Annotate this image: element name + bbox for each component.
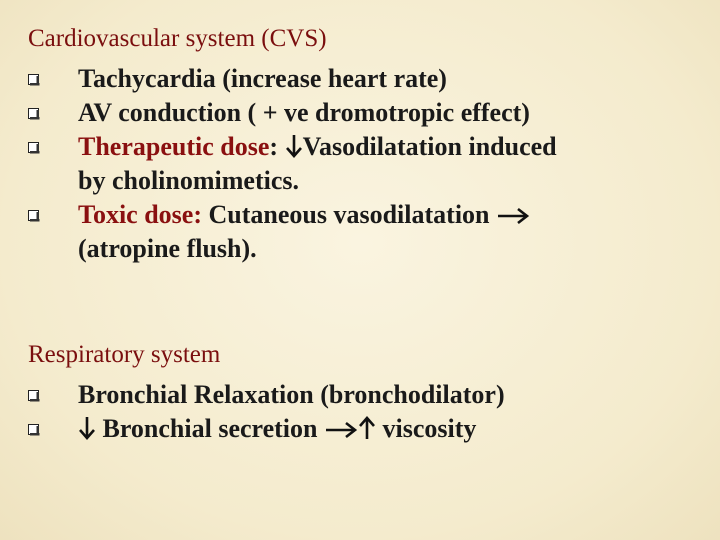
down-arrow-icon bbox=[78, 416, 96, 440]
checkbox-bullet-icon bbox=[28, 424, 40, 436]
therapeutic-dose-text-1: Vasodilatation induced bbox=[302, 132, 557, 161]
bullet-av-conduction bbox=[26, 96, 557, 130]
bullet-therapeutic-dose bbox=[26, 130, 557, 198]
bronchial-relaxation-text: Bronchial Relaxation (bronchodilator) bbox=[78, 380, 505, 409]
cvs-bullet-list bbox=[26, 62, 557, 266]
checkbox-bullet-icon bbox=[28, 390, 40, 402]
checkbox-bullet-icon bbox=[28, 74, 40, 86]
av-conduction-text: AV conduction ( + ve dromotropic effect) bbox=[78, 98, 530, 127]
down-arrow-icon bbox=[285, 134, 303, 158]
up-arrow-icon bbox=[358, 416, 376, 440]
therapeutic-dose-text-2: by cholinomimetics. bbox=[78, 166, 299, 195]
checkbox-bullet-icon bbox=[28, 108, 40, 120]
respiratory-section-title: Respiratory system bbox=[28, 341, 221, 368]
bronchial-secretion-text: Bronchial secretion bbox=[102, 414, 318, 443]
checkbox-bullet-icon bbox=[28, 142, 40, 154]
tachycardia-text: Tachycardia (increase heart rate) bbox=[78, 64, 447, 93]
checkbox-bullet-icon bbox=[28, 210, 40, 222]
bullet-bronchial-relaxation bbox=[26, 378, 505, 412]
right-arrow-icon bbox=[496, 204, 530, 226]
therapeutic-dose-colon: : bbox=[269, 132, 279, 161]
toxic-dose-text-2: (atropine flush). bbox=[78, 234, 257, 263]
bullet-tachycardia bbox=[26, 62, 557, 96]
toxic-dose-label: Toxic dose: bbox=[78, 200, 202, 229]
viscosity-text: viscosity bbox=[382, 414, 477, 443]
bullet-bronchial-secretion bbox=[26, 412, 505, 446]
bullet-toxic-dose bbox=[26, 198, 557, 266]
toxic-dose-text-1: Cutaneous vasodilatation bbox=[208, 200, 490, 229]
respiratory-bullet-list bbox=[26, 378, 505, 446]
cvs-section-title: Cardiovascular system (CVS) bbox=[28, 25, 327, 52]
therapeutic-dose-label: Therapeutic dose bbox=[78, 132, 270, 161]
right-arrow-icon bbox=[324, 418, 358, 440]
